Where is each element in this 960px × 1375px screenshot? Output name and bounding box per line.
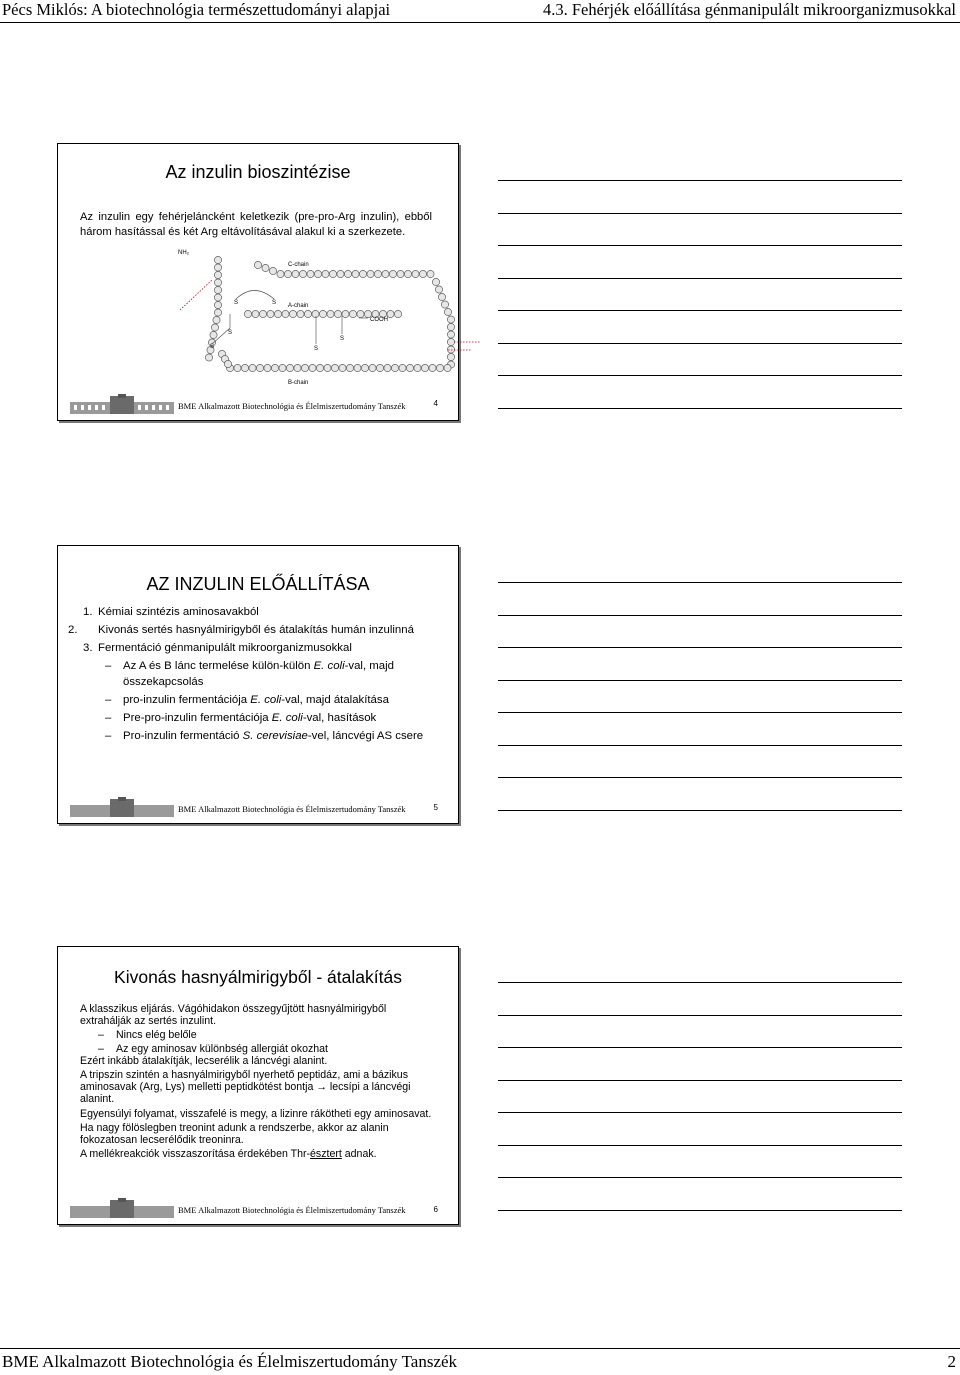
slide-title: Az inzulin bioszintézise — [165, 162, 351, 182]
note-line — [498, 278, 902, 279]
slide-5 — [57, 545, 459, 824]
amino-acid-bead — [414, 364, 421, 371]
amino-acid-bead — [214, 271, 221, 278]
slide-6 — [57, 946, 459, 1225]
slide-number: 5 — [433, 803, 438, 812]
university-building-icon — [70, 1198, 174, 1218]
amino-acid-bead — [224, 360, 231, 367]
slide-number: 4 — [433, 399, 438, 408]
slide-footer-text: BME Alkalmazott Biotechnológia és Élelmiszertudomány Tanszék — [178, 804, 406, 814]
amino-acid-bead — [289, 310, 296, 317]
sub-list-item: – pro-inzulin fermentációja E. coli-val, majd átalakítása — [105, 694, 389, 706]
amino-acid-bead — [286, 364, 293, 371]
amino-acid-bead — [421, 364, 428, 371]
amino-acid-bead — [241, 364, 248, 371]
amino-acid-bead — [339, 364, 346, 371]
slide-body — [68, 604, 433, 745]
amino-acid-bead — [214, 294, 221, 301]
disulfide-s-label: S — [340, 336, 345, 342]
amino-acid-bead — [292, 270, 299, 277]
sub-list-item: – Az A és B lánc termelése külön-külön E. coli-val, majd összekapcsolás — [105, 660, 394, 688]
amino-acid-bead — [334, 310, 341, 317]
amino-acid-bead — [322, 270, 329, 277]
slide-title: AZ INZULIN ELŐÁLLÍTÁSA — [146, 574, 370, 594]
amino-acid-bead — [274, 310, 281, 317]
amino-acid-bead — [397, 270, 404, 277]
amino-acid-bead — [299, 270, 306, 277]
amino-acid-bead — [447, 331, 454, 338]
amino-acid-bead — [349, 310, 356, 317]
note-line — [498, 582, 902, 583]
amino-acid-bead — [447, 353, 454, 360]
note-line — [498, 680, 902, 681]
amino-acid-bead — [447, 338, 454, 345]
university-building-icon — [70, 797, 174, 817]
header-right: 4.3. Fehérjék előállítása génmanipulált mikroorganizmusokkal — [542, 0, 956, 19]
note-line — [498, 810, 902, 811]
amino-acid-bead — [376, 364, 383, 371]
note-line — [498, 1210, 902, 1211]
amino-acid-bead — [404, 270, 411, 277]
note-line — [498, 1177, 902, 1178]
amino-acid-bead — [331, 364, 338, 371]
amino-acid-bead — [441, 301, 448, 308]
amino-acid-bead — [267, 310, 274, 317]
amino-acid-bead — [262, 264, 269, 271]
note-line — [498, 343, 902, 344]
footer-rule — [0, 1348, 960, 1349]
sub-list-item: – Pre-pro-inzulin fermentációja E. coli-val, hasítások — [105, 712, 377, 724]
amino-acid-bead — [435, 286, 442, 293]
amino-acid-bead — [319, 310, 326, 317]
insulin-chain-diagram — [154, 244, 486, 394]
amino-acid-bead — [259, 310, 266, 317]
amino-acid-bead — [307, 270, 314, 277]
footer-left: BME Alkalmazott Biotechnológia és Élelmiszertudomány Tanszék — [2, 1352, 458, 1371]
slide-number: 6 — [433, 1205, 438, 1214]
amino-acid-bead — [329, 270, 336, 277]
cooh-label: COOH — [370, 317, 388, 323]
nh2-label: NH₂ — [178, 250, 189, 256]
amino-acid-bead — [324, 364, 331, 371]
note-line — [498, 1015, 902, 1016]
amino-acid-bead — [210, 331, 217, 338]
amino-acid-bead — [214, 301, 221, 308]
amino-acid-bead — [391, 364, 398, 371]
paragraph: Ha nagy fölöslegben treonint adunk a rendszerbe, akkor az alanin fokozatosan lecserélődik treoninra. — [80, 1121, 389, 1147]
amino-acid-bead — [249, 364, 256, 371]
amino-acid-bead — [367, 270, 374, 277]
amino-acid-bead — [369, 364, 376, 371]
list-item: 1. Kémiai szintézis aminosavakból — [83, 606, 259, 618]
slide-4 — [57, 143, 459, 421]
university-building-icon — [70, 394, 174, 414]
disulfide-s-label: S — [210, 344, 215, 350]
amino-acid-bead — [214, 256, 221, 263]
header-rule — [0, 22, 960, 23]
paragraph: Egyensúlyi folyamat, visszafelé is megy, a lizinre rákötheti egy aminosavat. — [80, 1107, 432, 1120]
amino-acid-bead — [357, 310, 364, 317]
amino-acid-bead — [256, 364, 263, 371]
amino-acid-bead — [314, 270, 321, 277]
slide-body — [80, 1003, 438, 1162]
amino-acid-bead — [282, 310, 289, 317]
amino-acid-bead — [211, 324, 218, 331]
note-line — [498, 745, 902, 746]
amino-acid-bead — [269, 267, 276, 274]
list-item: 3. Fermentáció génmanipulált mikroorganizmusokkal — [83, 642, 352, 654]
note-line — [498, 1080, 902, 1081]
amino-acid-bead — [438, 293, 445, 300]
page-number: 2 — [947, 1352, 956, 1371]
note-line — [498, 615, 902, 616]
amino-acid-bead — [384, 364, 391, 371]
amino-acid-bead — [447, 346, 454, 353]
amino-acid-bead — [399, 364, 406, 371]
amino-acid-bead — [264, 364, 271, 371]
amino-acid-bead — [244, 310, 251, 317]
disulfide-s-label: S — [234, 300, 239, 306]
slide-footer-text: BME Alkalmazott Biotechnológia és Élelmiszertudomány Tanszék — [178, 401, 406, 411]
amino-acid-bead — [254, 261, 261, 268]
b-chain-label: B-chain — [288, 380, 309, 386]
amino-acid-bead — [354, 364, 361, 371]
amino-acid-bead — [344, 270, 351, 277]
note-line — [498, 647, 902, 648]
amino-acid-bead — [213, 316, 220, 323]
amino-acid-bead — [214, 309, 221, 316]
sub-list-item: – Nincs elég belőle — [98, 1029, 197, 1042]
note-line — [498, 777, 902, 778]
slide-title: Kivonás hasnyálmirigyből - átalakítás — [114, 967, 402, 987]
amino-acid-bead — [419, 270, 426, 277]
amino-acid-bead — [297, 310, 304, 317]
amino-acid-bead — [234, 364, 241, 371]
amino-acid-bead — [301, 364, 308, 371]
note-line — [498, 1112, 902, 1113]
amino-acid-bead — [294, 364, 301, 371]
sub-list-item: – Az egy aminosav különbség allergiát okozhat — [98, 1042, 328, 1055]
amino-acid-bead — [252, 310, 259, 317]
amino-acid-bead — [361, 364, 368, 371]
slide-footer-text: BME Alkalmazott Biotechnológia és Élelmiszertudomány Tanszék — [178, 1205, 406, 1215]
sub-list-item: – Pro-inzulin fermentáció S. cerevisiae-vel, láncvégi AS csere — [105, 730, 424, 742]
note-line — [498, 408, 902, 409]
disulfide-s-label: S — [314, 346, 319, 352]
note-line — [498, 712, 902, 713]
slide-body: Az inzulin egy fehérjeláncként keletkezik (pre-pro-Arg inzulin), ebből három hasítással és két Arg eltávolításával alakul ki a szerkezete. — [80, 211, 432, 238]
note-line — [498, 1047, 902, 1048]
disulfide-s-label: S — [272, 300, 277, 306]
paragraph: A mellékreakciók visszaszorítása érdekében Thr-észtert adnak. — [80, 1148, 377, 1161]
page-header — [0, 0, 960, 22]
amino-acid-bead — [214, 286, 221, 293]
paragraph: A klasszikus eljárás. Vágóhidakon összegyűjtött hasnyálmirigyből extrahálják az sertés inzulint. — [80, 1003, 387, 1028]
amino-acid-bead — [342, 310, 349, 317]
amino-acid-bead — [412, 270, 419, 277]
note-line — [498, 245, 902, 246]
paragraph: Ezért inkább átalakítják, lecserélik a láncvégi alanint. — [80, 1054, 328, 1067]
note-line — [498, 1145, 902, 1146]
note-line — [498, 310, 902, 311]
amino-acid-bead — [284, 270, 291, 277]
amino-acid-bead — [389, 270, 396, 277]
amino-acid-bead — [271, 364, 278, 371]
amino-acid-bead — [382, 270, 389, 277]
amino-acid-bead — [352, 270, 359, 277]
amino-acid-bead — [444, 308, 451, 315]
amino-acid-bead — [432, 278, 439, 285]
amino-acid-bead — [394, 310, 401, 317]
amino-acid-bead — [359, 270, 366, 277]
amino-acid-bead — [374, 270, 381, 277]
amino-acid-bead — [427, 270, 434, 277]
amino-acid-bead — [214, 279, 221, 286]
amino-acid-bead — [277, 270, 284, 277]
amino-acid-bead — [436, 364, 443, 371]
amino-acid-bead — [444, 364, 451, 371]
amino-acid-bead — [406, 364, 413, 371]
amino-acid-bead — [214, 264, 221, 271]
amino-acid-bead — [205, 354, 212, 361]
amino-acid-bead — [327, 310, 334, 317]
amino-acid-bead — [312, 310, 319, 317]
header-left: Pécs Miklós: A biotechnológia természettudományi alapjai — [2, 0, 391, 19]
amino-acid-bead — [316, 364, 323, 371]
amino-acid-bead — [429, 364, 436, 371]
amino-acid-bead — [309, 364, 316, 371]
note-line — [498, 213, 902, 214]
note-line — [498, 180, 902, 181]
amino-acid-bead — [346, 364, 353, 371]
a-chain-label: A-chain — [288, 303, 309, 309]
amino-acid-bead — [304, 310, 311, 317]
amino-acid-bead — [447, 323, 454, 330]
list-item: 2. Kivonás sertés hasnyálmirigyből és átalakítás humán inzulinná — [68, 624, 414, 636]
slide-footer-logo — [70, 1196, 406, 1218]
paragraph: A tripszin szintén a hasnyálmirigyből nyerhető peptidáz, ami a bázikus aminosavak (Arg, Lys) melletti peptidkötést bontja → lecsípi a láncvégi alanint. — [80, 1069, 411, 1106]
amino-acid-bead — [337, 270, 344, 277]
note-line — [498, 375, 902, 376]
amino-acid-bead — [447, 316, 454, 323]
disulfide-s-label: S — [228, 330, 233, 336]
note-line — [498, 982, 902, 983]
slide-footer-logo — [70, 392, 406, 414]
slide-footer-logo — [70, 795, 406, 817]
c-chain-label: C-chain — [288, 262, 309, 268]
amino-acid-bead — [279, 364, 286, 371]
